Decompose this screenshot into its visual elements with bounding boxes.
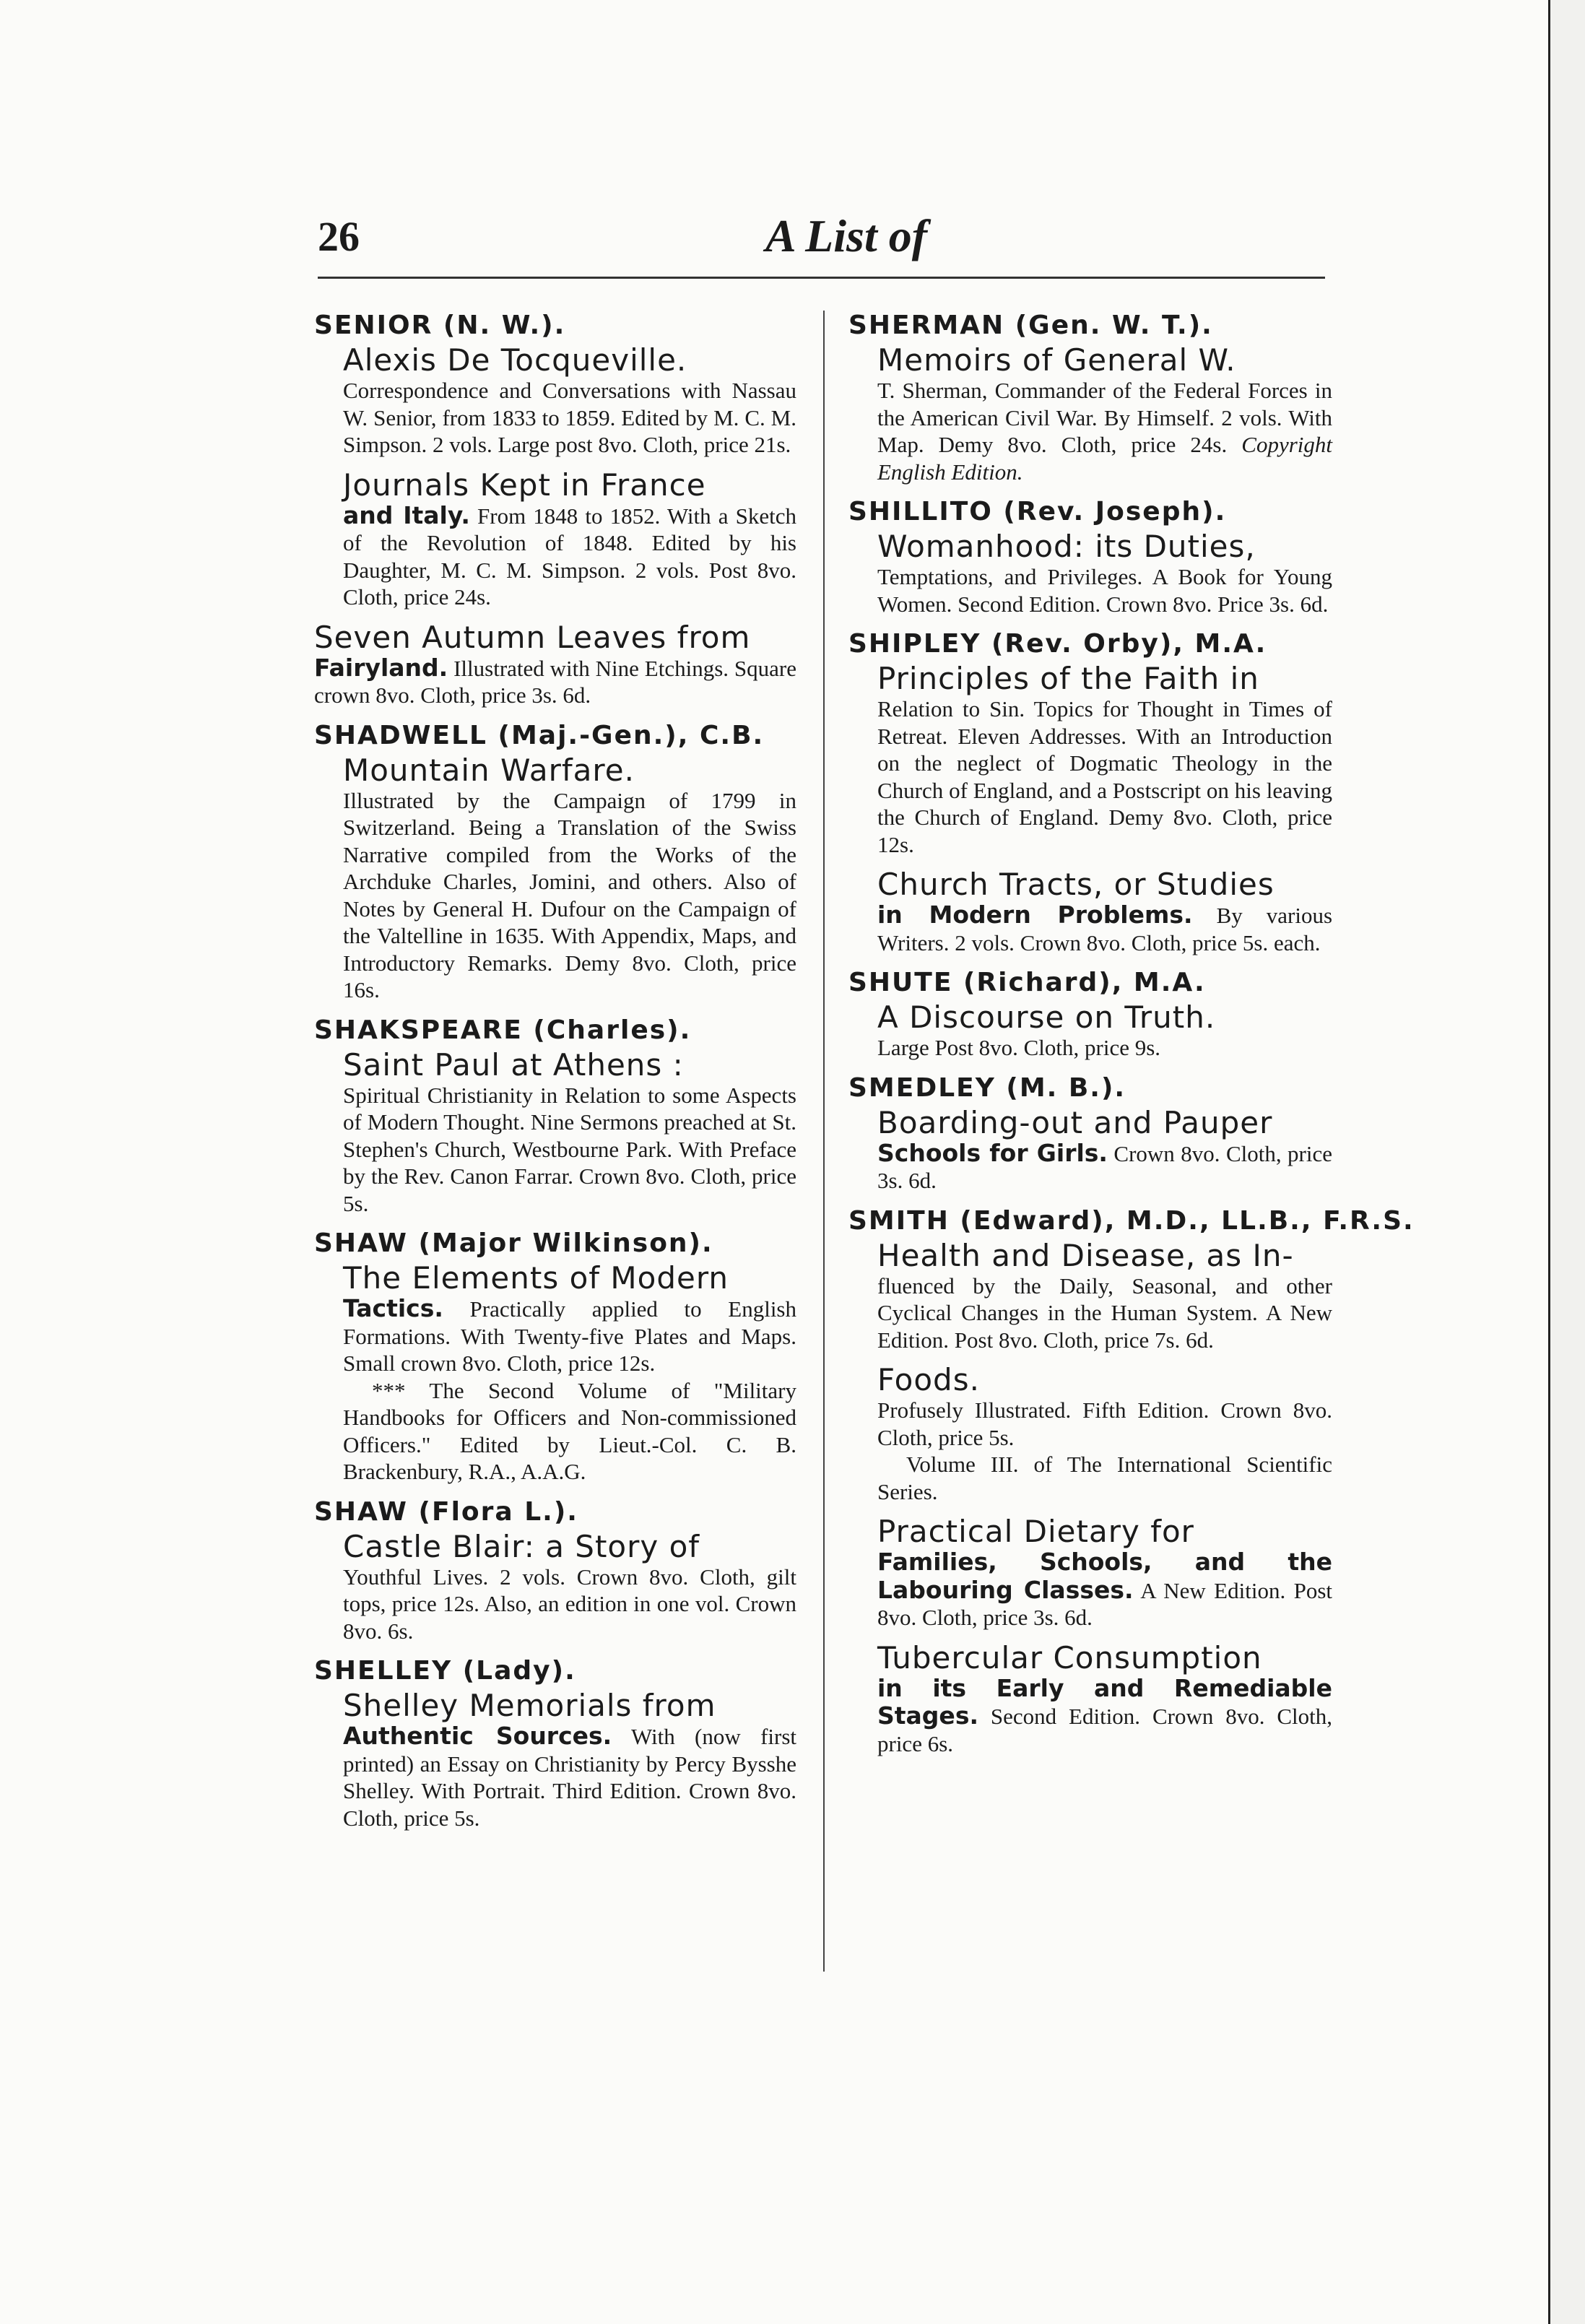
- work-title: Boarding-out and Pauper: [877, 1104, 1273, 1140]
- catalog-entry: [848, 309, 1332, 485]
- work-title: Health and Disease, as In-: [877, 1237, 1294, 1273]
- work-description: [343, 1564, 796, 1645]
- work-title: Foods.: [877, 1362, 980, 1397]
- work-description: [877, 695, 1332, 858]
- work-entry: [343, 344, 796, 459]
- work-title: Castle Blair: a Story of: [343, 1528, 700, 1564]
- work-details: Second Edition. Crown 8vo. Cloth, price 6s.: [877, 1704, 1333, 1756]
- work-details: From 1848 to 1852. With a Sketch of the Revolution of 1848. Edited by his Daughter, M. C. M. Simpson. 2 vols. Post 8vo. Cloth, price 24s.: [343, 503, 796, 610]
- work-entry: [877, 1515, 1332, 1631]
- work-entry: [877, 344, 1332, 485]
- work-details: Illustrated by the Campaign of 1799 in Switzerland. Being a Translation of the Swiss Narrative compiled from the Works of the Archduke Charles, Jomini, and others. Also of Notes by General H. Dufour on the Campaign of the Valtelline in 1635. With Appendix, Maps, and Introductory Remarks. Demy 8vo. Cloth, price 16s.: [343, 787, 796, 1002]
- work-title: Seven Autumn Leaves from: [314, 619, 751, 655]
- work-entry: [343, 1689, 796, 1831]
- work-description: [877, 563, 1332, 617]
- work-entry: [877, 1001, 1332, 1062]
- work-details: Crown 8vo. Cloth, price 3s. 6d.: [877, 1140, 1333, 1193]
- work-title: Journals Kept in France: [343, 467, 706, 503]
- work-description: [877, 1675, 1332, 1758]
- work-details: Large Post 8vo. Cloth, price 9s.: [877, 1035, 1161, 1060]
- page-header: [318, 209, 1325, 267]
- work-entry: [314, 621, 796, 709]
- work-entry: [877, 1239, 1332, 1354]
- work-details: Profusely Illustrated. Fifth Edition. Crown 8vo. Cloth, price 5s.: [877, 1397, 1332, 1450]
- work-title: A Discourse on Truth.: [877, 1000, 1216, 1035]
- work-description: [877, 1140, 1332, 1194]
- author-heading: SHAW (Flora L.).: [314, 1496, 578, 1527]
- work-description: [877, 901, 1332, 956]
- work-description: [877, 1397, 1332, 1451]
- work-entry: [343, 1262, 796, 1486]
- work-subtitle: Tactics.: [343, 1294, 443, 1322]
- catalog-entry: [314, 1227, 796, 1486]
- work-title: Shelley Memorials from: [343, 1688, 716, 1723]
- catalog-entry: [848, 1205, 1415, 1758]
- work-details: A New Edition. Post 8vo. Cloth, price 3s. 6d.: [877, 1577, 1332, 1630]
- column-divider: [823, 311, 825, 1972]
- work-title: The Elements of Modern: [343, 1260, 729, 1296]
- work-title: Practical Dietary for: [877, 1514, 1194, 1549]
- work-details: Illustrated with Nine Etchings. Square crown 8vo. Cloth, price 3s. 6d.: [314, 655, 797, 708]
- work-details: fluenced by the Daily, Seasonal, and other Cyclical Changes in the Human System. A New Edition. Post 8vo. Cloth, price 7s. 6d.: [877, 1272, 1332, 1353]
- work-title: Saint Paul at Athens :: [343, 1046, 684, 1083]
- work-description: [343, 1082, 796, 1218]
- work-entry: [343, 1046, 796, 1218]
- page-edge: [1548, 0, 1585, 2324]
- page-number: 26: [318, 213, 360, 260]
- work-title: Tubercular Consumption: [877, 1639, 1262, 1675]
- work-details: Correspondence and Conversations with Nassau W. Senior, from 1833 to 1859. Edited by M. C. M. Simpson. 2 vols. Large post 8vo. Cloth, price 21s.: [343, 378, 796, 457]
- left-column: [314, 309, 796, 1842]
- work-entry: [877, 1363, 1332, 1505]
- author-heading: SHUTE (Richard), M.A.: [848, 968, 1206, 997]
- author-heading: SMEDLEY (M. B.).: [848, 1072, 1126, 1103]
- work-details: T. Sherman, Commander of the Federal Forces in the American Civil War. By Himself. 2 vols. With Map. Demy 8vo. Cloth, price 24s.: [877, 378, 1332, 457]
- work-entry: [877, 1106, 1332, 1194]
- catalog-entry: [314, 719, 796, 1004]
- work-subtitle: Families, Schools, and the Labouring Classes.: [877, 1548, 1332, 1604]
- work-entry: [343, 469, 796, 611]
- work-entry: [343, 754, 796, 1004]
- work-subtitle: in Modern Problems.: [877, 901, 1193, 929]
- work-description: [314, 654, 796, 709]
- work-entry: [877, 868, 1332, 956]
- work-description: [877, 1034, 1332, 1062]
- edition-note: Copyright English Edition.: [877, 432, 1332, 485]
- catalog-entry: [848, 628, 1332, 956]
- work-description: [343, 1295, 796, 1377]
- work-description: [343, 502, 796, 611]
- work-details: By various Writers. 2 vols. Crown 8vo. Cloth, price 5s. each.: [877, 903, 1333, 955]
- catalog-entry: [314, 309, 796, 611]
- work-description: [877, 1272, 1332, 1354]
- work-title: Memoirs of General W.: [877, 342, 1236, 378]
- author-heading: SENIOR (N. W.).: [314, 311, 566, 340]
- work-details: Youthful Lives. 2 vols. Crown 8vo. Cloth, gilt tops, price 12s. Also, an edition in one vol. Crown 8vo. 6s.: [343, 1564, 796, 1644]
- work-details: Practically applied to English Formations. With Twenty-five Plates and Maps. Small crown 8vo. Cloth, price 12s.: [343, 1296, 796, 1376]
- work-description: [343, 787, 796, 1004]
- catalog-entry: [848, 966, 1332, 1062]
- author-heading: SHAKSPEARE (Charles).: [314, 1015, 692, 1045]
- author-heading: SHIPLEY (Rev. Orby), M.A.: [848, 629, 1267, 659]
- work-title: Womanhood: its Duties,: [877, 529, 1256, 564]
- work-description: [343, 377, 796, 459]
- work-subtitle: and Italy.: [343, 500, 470, 529]
- catalog-entry: [314, 1014, 796, 1218]
- work-subtitle: Fairyland.: [314, 653, 448, 682]
- work-subtitle: Authentic Sources.: [343, 1722, 612, 1750]
- catalog-entry: [848, 495, 1332, 617]
- author-heading: SMITH (Edward), M.D., LL.B., F.R.S.: [848, 1205, 1415, 1236]
- author-heading: SHILLITO (Rev. Joseph).: [848, 497, 1227, 526]
- work-description: [877, 1548, 1332, 1631]
- work-details: Relation to Sin. Topics for Thought in Times of Retreat. Eleven Addresses. With an Introduction on the neglect of Dogmatic Theology in the Church of England, and a Postscript on his leaving the Church of England. Demy 8vo. Cloth, price 12s.: [877, 696, 1332, 857]
- work-details: With (now first printed) an Essay on Christianity by Percy Bysshe Shelley. With Portrait. Third Edition. Crown 8vo. Cloth, price 5s.: [343, 1724, 797, 1831]
- catalog-entry: [314, 1496, 796, 1645]
- author-heading: SHAW (Major Wilkinson).: [314, 1228, 713, 1258]
- work-details: Temptations, and Privileges. A Book for Young Women. Second Edition. Crown 8vo. Price 3s. 6d.: [877, 564, 1332, 617]
- work-details: Spiritual Christianity in Relation to some Aspects of Modern Thought. Nine Sermons preached at St. Stephen's Church, Westbourne Park. With Preface by the Rev. Canon Farrar. Crown 8vo. Cloth, price 5s.: [343, 1082, 796, 1216]
- work-title: Alexis De Tocqueville.: [343, 342, 687, 378]
- work-title: Mountain Warfare.: [343, 752, 635, 788]
- catalog-entry: [314, 1655, 796, 1831]
- catalog-entry: [314, 621, 796, 709]
- work-description: [877, 377, 1332, 485]
- author-heading: SHADWELL (Maj.-Gen.), C.B.: [314, 720, 765, 750]
- series-note: Volume III. of The International Scientific Series.: [877, 1452, 1332, 1504]
- work-entry: [877, 530, 1332, 617]
- header-rule: [318, 277, 1325, 279]
- work-entry: [877, 1639, 1333, 1758]
- work-title: Principles of the Faith in: [877, 661, 1259, 696]
- work-title: Church Tracts, or Studies: [877, 867, 1274, 902]
- author-heading: SHERMAN (Gen. W. T.).: [848, 311, 1213, 340]
- author-heading: SHELLEY (Lady).: [314, 1656, 576, 1686]
- right-column: [848, 309, 1415, 1767]
- work-description: [343, 1722, 796, 1831]
- work-subtitle: Schools for Girls.: [877, 1138, 1108, 1167]
- work-entry: [343, 1530, 796, 1645]
- work-subtitle: in its Early and Remediable Stages.: [877, 1673, 1332, 1730]
- running-title: A List of: [765, 210, 928, 261]
- series-note: *** The Second Volume of "Military Handbooks for Officers and Non-commissioned Officers." Edited by Lieut.-Col. C. B. Brackenbury, R.A., A.A.G.: [343, 1377, 796, 1484]
- catalog-entry: [848, 1072, 1332, 1194]
- work-entry: [877, 662, 1332, 858]
